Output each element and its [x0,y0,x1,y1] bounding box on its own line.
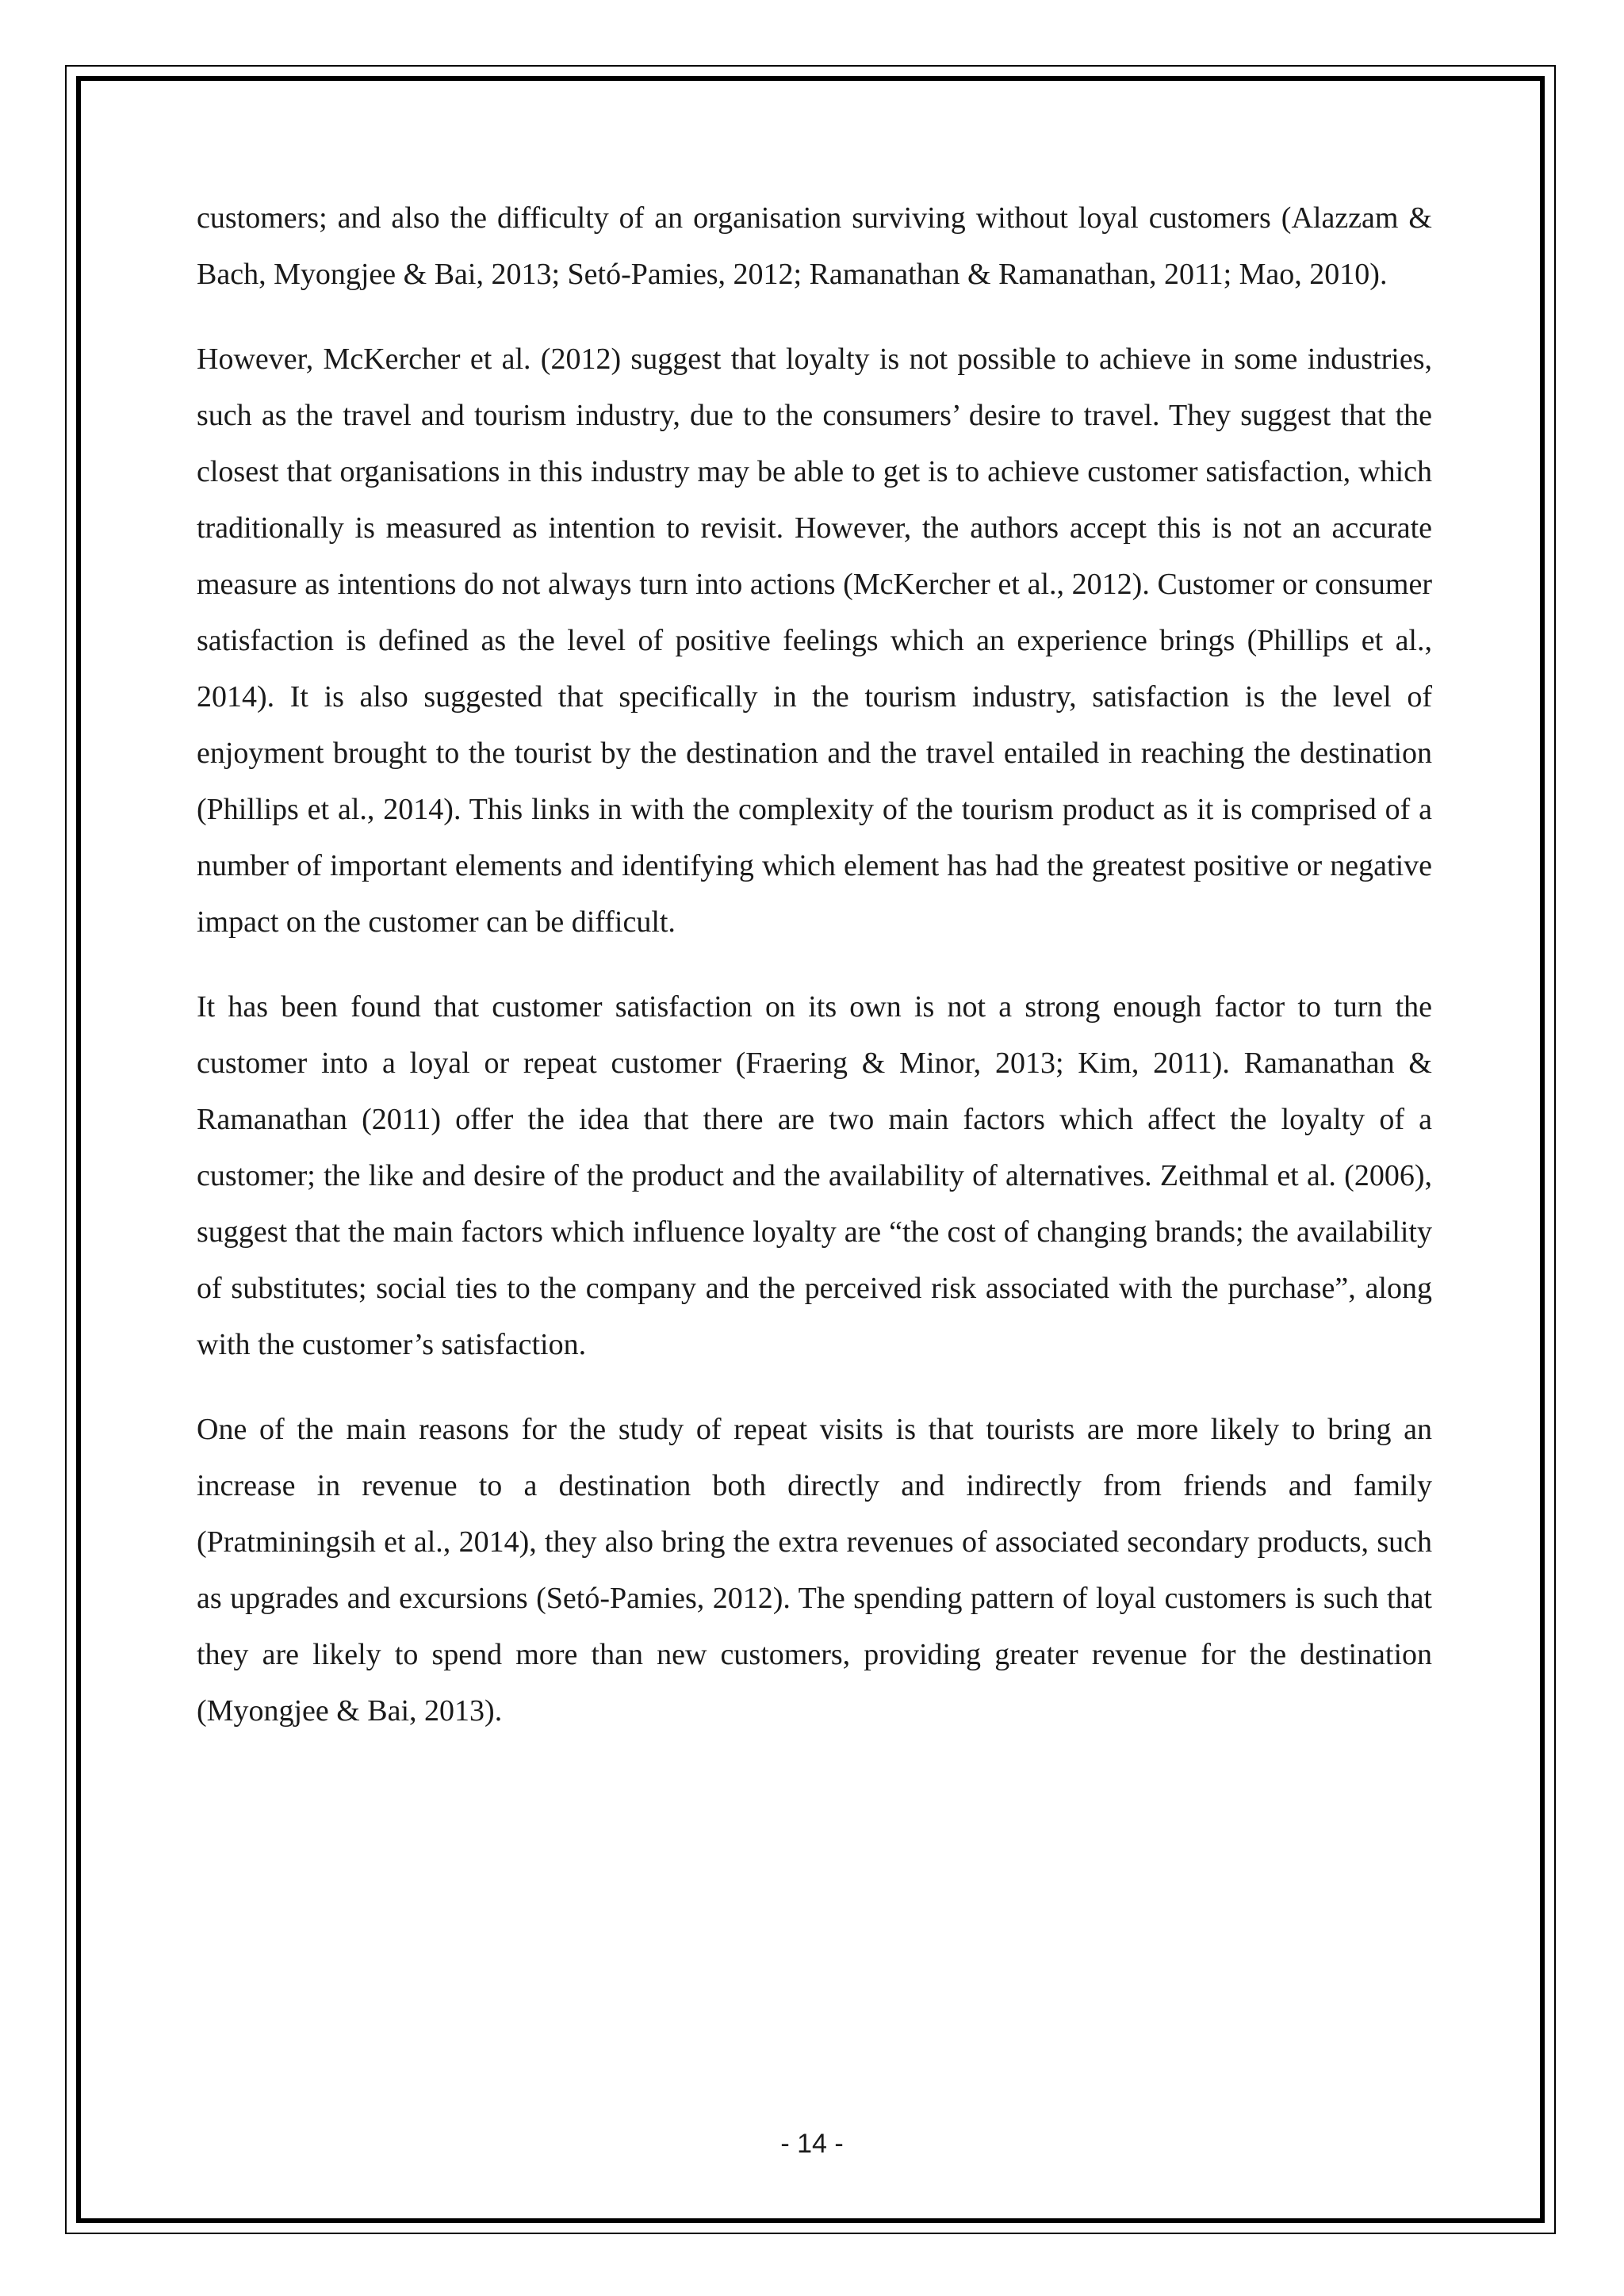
body-text [197,190,1432,1768]
page-number: - 14 - [780,2129,844,2159]
paragraph-1: customers; and also the difficulty of an organisation surviving without loyal customers (Alazzam & Bach, Myongjee & Bai, 2013; Setó-Pamies, 2012; Ramanathan & Ramanathan, 2011; Mao, 2010). [197,201,1432,291]
paragraph-2: However, McKercher et al. (2012) suggest that loyalty is not possible to achieve in some industries, such as the travel and tourism industry, due to the consumers’ desire to travel. They suggest that the closest that organisations in this industry may be able to get is to achieve customer satisfaction, which traditionally is measured as intention to revisit. However, the authors accept this is not an accurate measure as intentions do not always turn into actions (McKercher et al., 2012). Customer or consumer satisfaction is defined as the level of positive feelings which an experience brings (Phillips et al., 2014). It is also suggested that specifically in the tourism industry, satisfaction is the level of enjoyment brought to the tourist by the destination and the travel entailed in reaching the destination (Phillips et al., 2014). This links in with the complexity of the tourism product as it is comprised of a number of important elements and identifying which element has had the greatest positive or negative impact on the customer can be difficult. [197,342,1432,939]
paragraph-3: It has been found that customer satisfaction on its own is not a strong enough factor to turn the customer into a loyal or repeat customer (Fraering & Minor, 2013; Kim, 2011). Ramanathan & Ramanathan (2011) offer the idea that there are two main factors which affect the loyalty of a customer; the like and desire of the product and the availability of alternatives. Zeithmal et al. (2006), suggest that the main factors which influence loyalty are “the cost of changing brands; the availability of substitutes; social ties to the company and the perceived risk associated with the purchase”, along with the customer’s satisfaction. [197,990,1432,1361]
paragraph-4: One of the main reasons for the study of repeat visits is that tourists are more likely to bring an increase in revenue to a destination both directly and indirectly from friends and family (Pratminingsih et al., 2014), they also bring the extra revenues of associated secondary products, such as upgrades and excursions (Setó-Pamies, 2012). The spending pattern of loyal customers is such that they are likely to spend more than new customers, providing greater revenue for the destination (Myongjee & Bai, 2013). [197,1413,1432,1728]
